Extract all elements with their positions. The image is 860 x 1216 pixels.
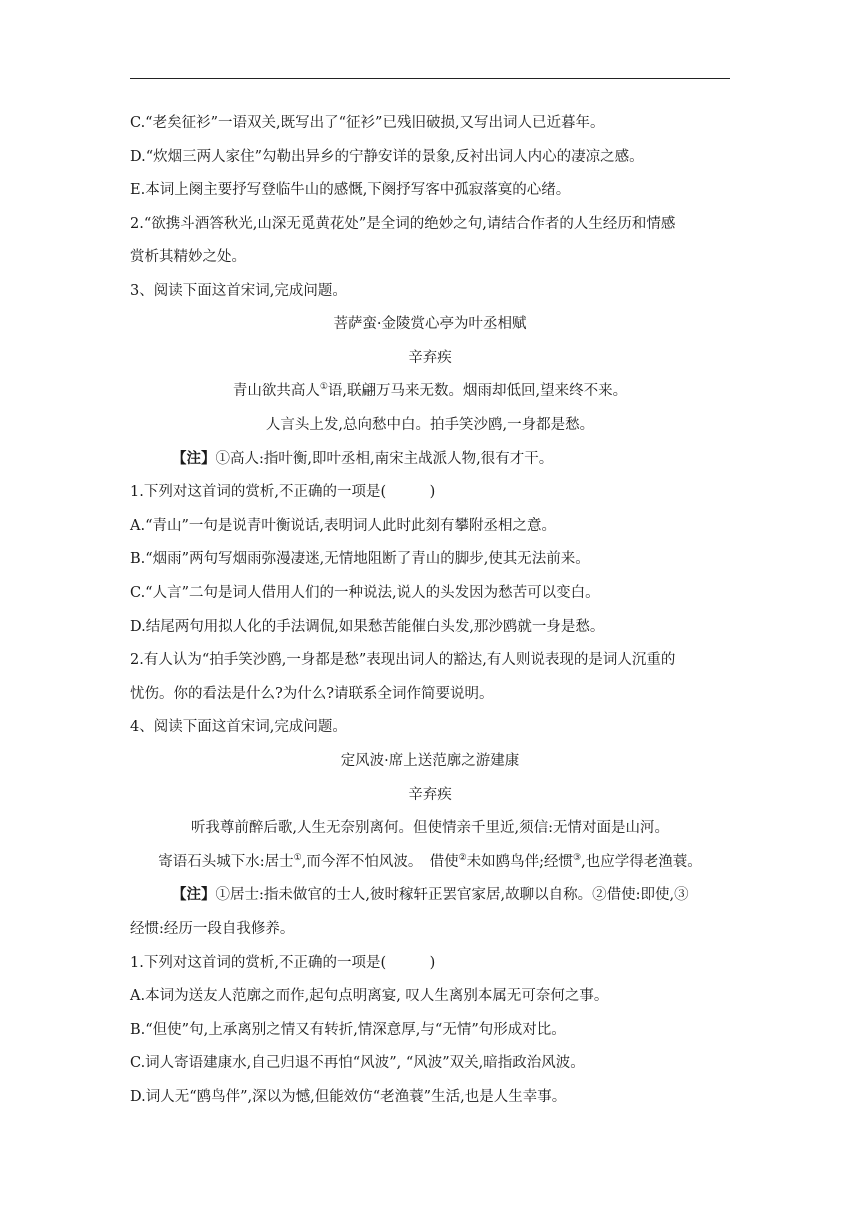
section-3-heading: 3、阅读下面这首宋词,完成问题。 xyxy=(130,283,347,299)
q4-option-c: C.词人寄语建康水,自己归退不再怕“风波”, “风波”双关,暗指政治风波。 xyxy=(130,1055,585,1071)
option-d-1: D.“炊烟三两人家住”勾勒出异乡的宁静安详的景象,反衬出词人内心的凄凉之感。 xyxy=(130,149,644,165)
question-2-line2: 赏析其精妙之处。 xyxy=(130,249,246,265)
poem-3-note: 【注】①高人:指叶衡,即叶丞相,南宋主战派人物,很有才干。 xyxy=(172,450,554,467)
q3-option-c: C.“人言”二句是词人借用人们的一种说法,说人的头发因为愁苦可以变白。 xyxy=(130,585,600,601)
poem-3-title: 菩萨蛮·金陵赏心亭为叶丞相赋 xyxy=(333,316,527,332)
poem-4-author: 辛弃疾 xyxy=(408,787,452,803)
poem-3-line1: 青山欲共高人①语,联翩万马来无数。烟雨却低回,望来终不来。 xyxy=(232,382,628,399)
q3-option-b: B.“烟雨”两句写烟雨弥漫凄迷,无情地阻断了青山的脚步,使其无法前来。 xyxy=(130,551,590,567)
poem-3-line2: 人言头上发,总向愁中白。拍手笑沙鸥,一身都是愁。 xyxy=(265,417,595,433)
poem-4-title: 定风波·席上送范廓之游建康 xyxy=(340,753,520,769)
question-4-1: 1.下列对这首词的赏析,不正确的一项是( ) xyxy=(130,955,436,971)
question-3-1: 1.下列对这首词的赏析,不正确的一项是( ) xyxy=(130,484,436,500)
poem-4-line1: 听我尊前醉后歌,人生无奈别离何。但使情亲千里近,须信:无情对面是山河。 xyxy=(190,820,670,836)
poem-4-note-line2: 经惯:经历一段自我修养。 xyxy=(130,921,295,937)
poem-4-note-line1: 【注】①居士:指未做官的士人,彼时稼轩正罢官家居,故聊以自称。②借使:即使,③ xyxy=(172,886,689,903)
section-4-heading: 4、阅读下面这首宋词,完成问题。 xyxy=(130,719,347,735)
question-2-line1: 2.“欲携斗酒答秋光,山深无觅黄花处”是全词的绝妙之句,请结合作者的人生经历和情感 xyxy=(130,216,676,232)
q4-option-b: B.“但使”句,上承离别之情又有转折,情深意厚,与“无情”句形成对比。 xyxy=(130,1022,566,1038)
header-rule xyxy=(130,78,730,79)
question-3-2-line1: 2.有人认为“拍手笑沙鸥,一身都是愁”表现出词人的豁达,有人则说表现的是词人沉重的 xyxy=(130,652,676,668)
q3-option-d: D.结尾两句用拟人化的手法调侃,如果愁苦能催白头发,那沙鸥就一身是愁。 xyxy=(130,619,605,635)
question-3-2-line2: 忧伤。你的看法是什么?为什么?请联系全词作简要说明。 xyxy=(130,686,494,702)
poem-3-author: 辛弃疾 xyxy=(408,350,452,366)
poem-4-line2: 寄语石头城下水:居士①,而今浑不怕风波。 借使②未如鸥鸟伴;经惯③,也应学得老渔蓑。 xyxy=(158,853,702,870)
q4-option-d: D.词人无“鸥鸟伴”,深以为憾,但能效仿“老渔蓑”生活,也是人生幸事。 xyxy=(130,1089,567,1105)
option-e-1: E.本词上阕主要抒写登临牛山的感慨,下阕抒写客中孤寂落寞的心绪。 xyxy=(130,182,571,198)
option-c-1: C.“老矣征衫”一语双关,既写出了“征衫”已残旧破损,又写出词人已近暮年。 xyxy=(130,115,605,131)
q3-option-a: A.“青山”一句是说青叶衡说话,表明词人此时此刻有攀附丞相之意。 xyxy=(130,518,557,534)
q4-option-a: A.本词为送友人范廓之而作,起句点明离宴, 叹人生离别本属无可奈何之事。 xyxy=(130,988,609,1004)
